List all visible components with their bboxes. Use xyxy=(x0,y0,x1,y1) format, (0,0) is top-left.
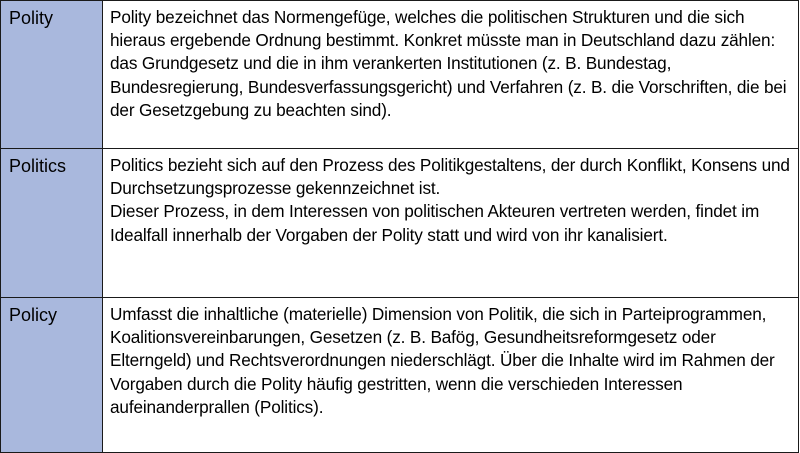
term-label: Polity xyxy=(9,8,54,28)
definition-cell xyxy=(103,298,798,452)
table-row-policy xyxy=(1,297,798,452)
term-label: Politics xyxy=(9,156,67,176)
definition-text: Polity bezeichnet das Normengefüge, welches die politischen Strukturen und die sich hieraus ergebende Ordnung bestimmt. Konkret müsste man in Deutschland dazu zählen: das Grundgesetz und die in ihm verankerten Institutionen (z. B. Bundestag, Bundesregierung, Bundesverfassungsgericht) und Verfahren (z. B. die Vorschriften, die bei der Gesetzgebung zu beachten sind). xyxy=(110,7,787,120)
definition-cell xyxy=(103,149,798,297)
term-cell xyxy=(1,1,103,148)
term-label: Policy xyxy=(9,305,58,325)
definition-text: Umfasst die inhaltliche (materielle) Dimension von Politik, die sich in Parteiprogrammen, Koalitionsvereinbarungen, Gesetzen (z. B. Bafög, Gesundheitsreformgesetz oder Elterngeld) und Rechtsverordnungen niederschlägt. Über die Inhalte wird im Rahmen der Vorgaben durch die Polity häufig gestritten, wenn die verschieden Interessen aufeinanderprallen (Politics). xyxy=(110,304,775,417)
definition-text: Politics bezieht sich auf den Prozess des Politikgestaltens, der durch Konflikt, Konsens und Durchsetzungsprozesse gekennzeichnet ist. xyxy=(110,155,790,199)
definition-text: Dieser Prozess, in dem Interessen von politischen Akteuren vertreten werden, findet im Idealfall innerhalb der Vorgaben der Polity statt und wird von ihr kanalisiert. xyxy=(110,201,760,245)
table-row-politics xyxy=(1,148,798,297)
term-cell xyxy=(1,149,103,297)
table-row-polity xyxy=(1,1,798,148)
definition-cell xyxy=(103,1,798,148)
term-cell xyxy=(1,298,103,452)
